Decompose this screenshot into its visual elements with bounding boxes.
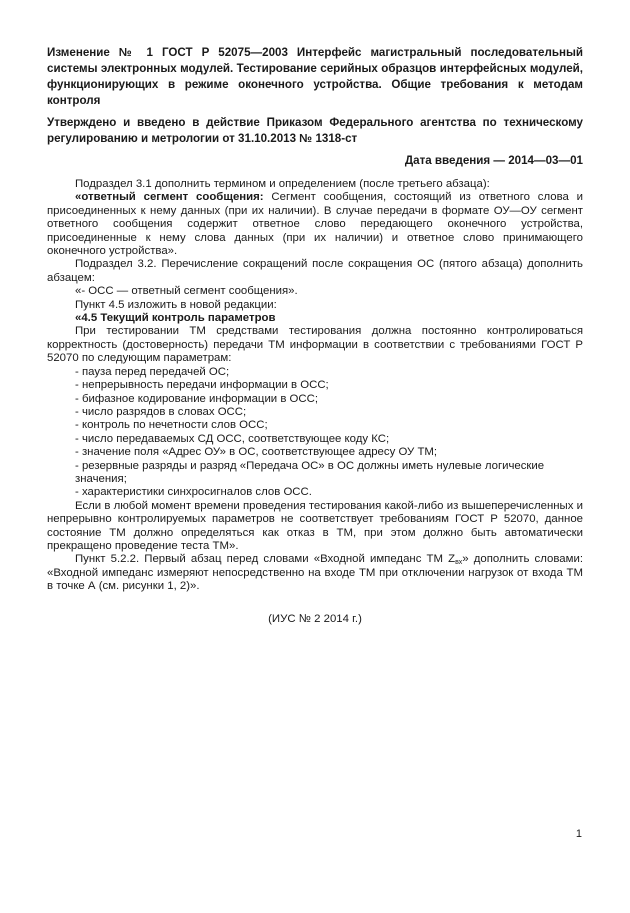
- list-item: - значение поля «Адрес ОУ» в ОС, соответствующее адресу ОУ ТМ;: [75, 446, 438, 459]
- list-item: - контроль по нечетности слов ОСС;: [75, 419, 268, 432]
- paragraph: Подраздел 3.2. Перечисление сокращений после сокращения ОС (пятого абзаца) дополнить абзацем:: [47, 258, 583, 284]
- document-body: [47, 178, 583, 594]
- subscript: вх: [455, 559, 463, 567]
- paragraph: Подраздел 3.1 дополнить термином и определением (после третьего абзаца):: [75, 178, 490, 190]
- paragraph: Пункт 4.5 изложить в новой редакции:: [75, 298, 277, 311]
- paragraph-text: » дополнить словами: «Входной импеданс измеряют непосредственно на входе ТМ при отключении нагрузок от входа ТМ в точке А (см. рисунки 1, 2)».: [47, 553, 583, 593]
- term-definition: Сегмент сообщения, состоящий из ответного слова и присоединенных к нему данных (при их наличии). В случае передачи в формате ОУ—ОУ сегмент ответного сообщения содержит ответное слово передающего оконечного устройства, присоединенные к нему слова данных (при их наличии) и ответное слово принимающего оконечного устройства».: [47, 191, 583, 258]
- term: «ответный сегмент сообщения:: [75, 191, 264, 204]
- paragraph: При тестировании ТМ средствами тестирования должна постоянно контролироваться корректность (достоверность) передачи ТМ информации в соответствии с требованиями ГОСТ Р 52070 по следующим параметрам:: [47, 325, 583, 365]
- list-item: - число разрядов в словах ОСС;: [75, 405, 247, 418]
- approval-statement: Утверждено и введено в действие Приказом Федерального агентства по техническому регулированию и метрологии от 31.10.2013 № 1318-ст: [47, 116, 583, 145]
- effective-date: Дата введения — 2014—03—01: [404, 154, 583, 167]
- document-title: Изменение № 1 ГОСТ Р 52075—2003 Интерфейс магистральный последовательный системы электронных модулей. Тестирование серийных образцов интерфейсных модулей, функционирующих в режиме оконечного устройства. Общие требования к методам контроля: [47, 46, 583, 107]
- paragraph: [47, 553, 583, 593]
- source-reference: (ИУС № 2 2014 г.): [268, 612, 362, 625]
- paragraph: «- ОСС — ответный сегмент сообщения».: [75, 285, 298, 298]
- list-item: - характеристики синхросигналов слов ОСС.: [75, 486, 312, 499]
- list-item: - непрерывность передачи информации в ОСС;: [75, 379, 329, 392]
- list-item: - бифазное кодирование информации в ОСС;: [75, 392, 319, 405]
- list-item: - число передаваемых СД ОСС, соответствующее коду КС;: [75, 432, 390, 445]
- term-definition-paragraph: [47, 191, 583, 258]
- page-number: 1: [575, 828, 582, 840]
- list-item: - резервные разряды и разряд «Передача ОС» в ОС должны иметь нулевые логические значения;: [75, 459, 545, 485]
- section-heading: «4.5 Текущий контроль параметров: [75, 312, 276, 325]
- document-page: [47, 45, 583, 626]
- list-item: - пауза перед передачей ОС;: [75, 365, 230, 378]
- paragraph: Если в любой момент времени проведения тестирования какой-либо из вышеперечисленных и непрерывно контролируемых параметров не соответствует требованиям ГОСТ Р 52070, данное состояние ТМ должно определяться как отказ в ТМ, при этом должно быть автоматически прекращено проведение теста ТМ».: [47, 499, 583, 552]
- paragraph-text: Пункт 5.2.2. Первый абзац перед словами «Входной импеданс ТМ Z: [75, 553, 456, 566]
